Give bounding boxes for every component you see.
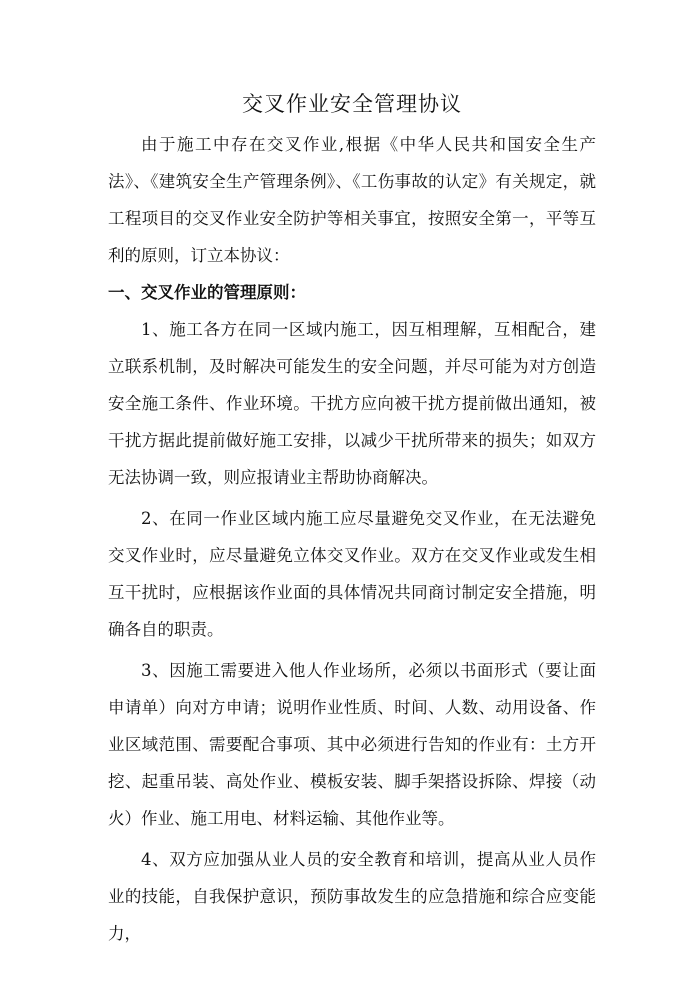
document-page bbox=[108, 88, 596, 952]
document-title: 交叉作业安全管理协议 bbox=[242, 92, 462, 116]
intro-paragraph: 由于施工中存在交叉作业,根据《中华人民共和国安全生产法》、《建筑安全生产管理条例》、《工伤事故的认定》有关规定，就工程项目的交叉作业安全防护等相关事宜，按照安全第一，平等互利的原则，订立本协议： bbox=[108, 135, 596, 265]
clause-2-paragraph: 2、在同一作业区域内施工应尽量避免交叉作业，在无法避免交叉作业时，应尽量避免立体交叉作业。双方在交叉作业或发生相互干扰时，应根据该作业面的具体情况共同商讨制定安全措施，明确各自的职责。 bbox=[108, 509, 596, 639]
section-1-heading: 一、交叉作业的管理原则： bbox=[108, 283, 306, 302]
clause-4-paragraph: 4、双方应加强从业人员的安全教育和培训，提高从业人员作业的技能，自我保护意识，预防事故发生的应急措施和综合应变能力， bbox=[108, 850, 596, 943]
clause-1-paragraph: 1、施工各方在同一区域内施工，因互相理解，互相配合，建立联系机制，及时解决可能发生的安全问题，并尽可能为对方创造安全施工条件、作业环境。干扰方应向被干扰方提前做出通知，被干扰方据此提前做好施工安排，以减少干扰所带来的损失；如双方无法协调一致，则应报请业主帮助协商解决。 bbox=[108, 320, 596, 487]
clause-3-paragraph: 3、因施工需要进入他人作业场所，必须以书面形式（要让面申请单）向对方申请；说明作业性质、时间、人数、动用设备、作业区域范围、需要配合事项、其中必须进行告知的作业有：土方开挖、起重吊装、高处作业、模板安装、脚手架搭设拆除、焊接（动火）作业、施工用电、材料运输、其他作业等。 bbox=[108, 661, 596, 828]
